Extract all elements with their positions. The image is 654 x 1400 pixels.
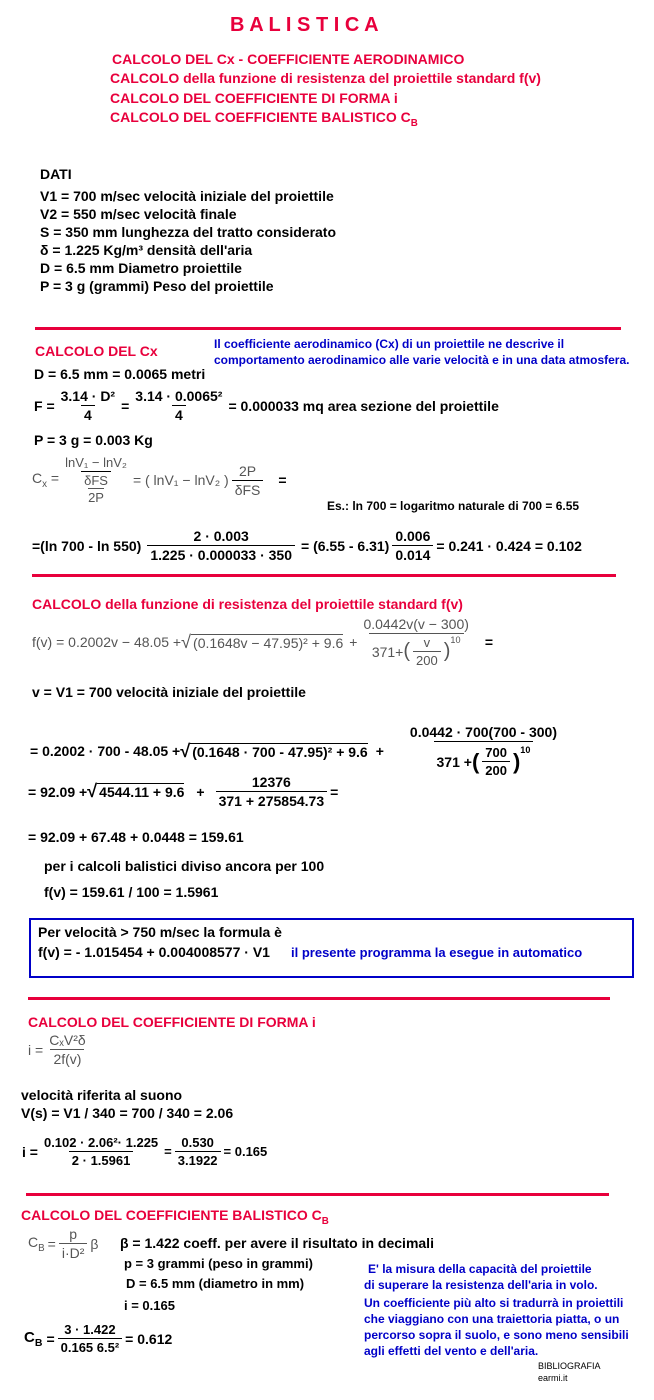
cx-symbol: $C_x$ =: [32, 470, 60, 490]
area-eq: =: [121, 397, 130, 414]
forma-calc-res: = 0.165: [223, 1144, 268, 1159]
forma-lhs: i =: [28, 1041, 44, 1058]
cb-note-line: percorso sopra il suolo, e sono meno sensibili: [364, 1328, 629, 1342]
fv-step3: = 92.09 + 67.48 + 0.0448 = 159.61: [28, 829, 244, 845]
page-title: B A L I S T I C A: [230, 14, 379, 36]
step2-eq: =: [330, 783, 339, 800]
dati-heading: DATI: [40, 166, 72, 182]
forma-calc: [22, 1135, 267, 1168]
sqrt-icon: √: [87, 781, 98, 801]
sub-lhs: = 0.2002 · 700 - 48.05 +: [30, 743, 181, 759]
sub-sqrt: (0.1648 · 700 - 47.95)² + 9.6: [192, 743, 368, 760]
cb-note-line: di superare la resistenza dell'aria in volo.: [364, 1278, 598, 1292]
area-result: = 0.000033 mq area sezione del proiettile: [228, 397, 499, 414]
cx-formula-mid: = ( lnV₁ − lnV₂ ): [132, 472, 229, 488]
step2-sqrt: 4544.11 + 9.6: [99, 784, 185, 800]
sub-plus: +: [375, 743, 384, 759]
cx-diameter-line: D = 6.5 mm = 0.0065 metri: [34, 366, 206, 382]
cb-eq: =: [47, 1235, 56, 1252]
forma-calc-fraction-2: $\frac{0.530}{3.1922}$: [175, 1135, 221, 1168]
sqrt-icon: √: [180, 740, 191, 761]
vel-label: velocità riferita al suono: [21, 1087, 183, 1103]
intro-line-cx: CALCOLO DEL Cx - COEFFICIENTE AERODINAMICO: [112, 51, 465, 67]
forma-fraction: $\frac{\text{CₓV²δ}}{2f(v)}$: [49, 1032, 86, 1067]
intro-line-cb: CALCOLO DEL COEFFICIENTE BALISTICO $C_B$: [110, 109, 418, 129]
fv-fraction: 0.0442v(v − 300) 371+ ( $\frac{v}{200}$ ) $^{10}$: [363, 616, 469, 668]
dati-item: δ = 1.225 Kg/m³ densità dell'aria: [40, 242, 253, 258]
area-lhs: F =: [34, 397, 55, 414]
bibliografia-label: BIBLIOGRAFIA: [538, 1361, 601, 1371]
cb-calc-fraction: $\frac{3 \cdot 1.422}{\text{0.165 6.5²}}$: [58, 1322, 123, 1355]
cb-calc-res: = 0.612: [125, 1330, 173, 1347]
cb-note-line: agli effetti del vento e dell'aria.: [364, 1344, 539, 1358]
cb-fraction: $\frac{p}{\text{i·D²}}$: [59, 1226, 88, 1261]
source-label: earmi.it: [538, 1373, 568, 1383]
calc-fraction-1: $\frac{2 \cdot 0.003}{1.225 \cdot 0.000033 \cdot 350}$: [147, 528, 295, 563]
fv-step2: [28, 774, 338, 809]
section-divider: [28, 997, 610, 1000]
step2-fraction: $\frac{12376}{371 + 275854.73}$: [216, 774, 328, 809]
fv-heading: CALCOLO della funzione di resistenza del proiettile standard f(v): [32, 596, 463, 612]
cb-formula: [28, 1226, 98, 1261]
sqrt-icon: √: [181, 631, 192, 652]
cb-item: β = 1.422 coeff. per avere il risultato in decimali: [120, 1235, 434, 1251]
cx-weight-line: P = 3 g = 0.003 Kg: [34, 432, 153, 448]
sub-fraction: 0.0442 · 700(700 - 300) 371 + ( $\frac{700}{200}$ ) $^{10}$: [409, 724, 558, 778]
area-fraction-1: $\frac{\text{3.14 · D²}}{4}$: [60, 388, 116, 423]
beta-symbol: β: [90, 1235, 99, 1252]
cb-note-line: che viaggiano con una traiettoria piatta, o un: [364, 1312, 620, 1326]
dati-item: D = 6.5 mm Diametro proiettile: [40, 260, 242, 276]
cb-note-line: E' la misura della capacità del proiettile: [368, 1262, 592, 1276]
box-line-2: f(v) = - 1.015454 + 0.004008577 · V1: [38, 944, 270, 960]
fv-substitution: [30, 724, 563, 778]
intro-line-fv: CALCOLO della funzione di resistenza del proiettile standard f(v): [110, 70, 541, 86]
section-divider: [32, 574, 616, 577]
calc-mid: = (6.55 - 6.31): [301, 537, 390, 554]
cx-heading: CALCOLO DEL Cx: [35, 343, 158, 359]
forma-calc-lhs: i =: [22, 1143, 38, 1160]
cx-compound-fraction: lnV₁ − lnV₂ δFS 2P: [65, 455, 127, 505]
fv-sqrt: (0.1648v − 47.95)² + 9.6: [193, 634, 344, 651]
step2-lhs: = 92.09 +: [28, 783, 88, 800]
fv-v-line: v = V1 = 700 velocità iniziale del proiettile: [32, 684, 306, 700]
cb-calc-symbol: $C_B$: [24, 1328, 43, 1349]
box-line-1: Per velocità > 750 m/sec la formula è: [38, 924, 282, 940]
dati-item: V2 = 550 m/sec velocità finale: [40, 206, 237, 222]
step2-plus: +: [196, 783, 205, 800]
cx-fraction-2p: $\frac{2P}{\text{δFS}}$: [232, 463, 264, 498]
fv-formula: [32, 616, 493, 668]
calc-lhs: =(ln 700 - ln 550): [32, 537, 142, 554]
cb-note-line: Un coefficiente più alto si tradurrà in proiettili: [364, 1296, 624, 1310]
forma-heading: CALCOLO DEL COEFFICIENTE DI FORMA i: [28, 1014, 316, 1030]
cb-heading: CALCOLO DEL COEFFICIENTE BALISTICO $C_B$: [21, 1207, 329, 1227]
dati-item: P = 3 g (grammi) Peso del proiettile: [40, 278, 274, 294]
cx-area-formula: [34, 388, 499, 423]
vel-calc: V(s) = V1 / 340 = 700 / 340 = 2.06: [21, 1105, 234, 1121]
cb-item: p = 3 grammi (peso in grammi): [124, 1256, 313, 1271]
calc-fraction-2: $\frac{0.006}{0.014}$: [392, 528, 433, 563]
fv-plus: +: [349, 634, 358, 650]
cb-item: D = 6.5 mm (diametro in mm): [126, 1276, 305, 1291]
section-divider: [35, 327, 621, 330]
cx-formula: [32, 455, 287, 505]
cx-note: Il coefficiente aerodinamico (Cx) di un proiettile ne descrive il comportamento aerodinamico alle varie velocità e in una data atmosfera.: [214, 337, 630, 367]
forma-calc-fraction-1: $\frac{\text{0.102 · 2.06²· 1.225}}{2 \cdot 1.5961}$: [43, 1135, 159, 1168]
cx-calculation: [32, 528, 582, 563]
intro-line-forma: CALCOLO DEL COEFFICIENTE DI FORMA i: [110, 90, 398, 106]
fv-note-2: f(v) = 159.61 / 100 = 1.5961: [44, 884, 219, 900]
cb-item: i = 0.165: [124, 1298, 175, 1313]
cb-calc-eq: =: [46, 1330, 55, 1347]
forma-formula: [28, 1032, 92, 1067]
cb-calc: [24, 1322, 172, 1355]
section-divider: [26, 1193, 609, 1196]
forma-calc-eq: =: [164, 1144, 172, 1159]
fv-note-1: per i calcoli balistici diviso ancora per 100: [44, 858, 325, 874]
fv-lhs: f(v) = 0.2002v − 48.05 +: [32, 634, 182, 650]
area-fraction-2: $\frac{\text{3.14 · 0.0065²}}{4}$: [135, 388, 223, 423]
cx-formula-end: =: [278, 472, 287, 488]
calc-result: = 0.241 · 0.424 = 0.102: [436, 537, 582, 554]
box-note: il presente programma la esegue in automatico: [291, 945, 583, 960]
cb-symbol: $C_B$: [28, 1233, 45, 1254]
dati-item: S = 350 mm lunghezza del tratto considerato: [40, 224, 337, 240]
fv-eq: =: [484, 634, 494, 650]
dati-item: V1 = 700 m/sec velocità iniziale del proiettile: [40, 188, 334, 204]
es-note: Es.: ln 700 = logaritmo naturale di 700 = 6.55: [327, 499, 580, 513]
